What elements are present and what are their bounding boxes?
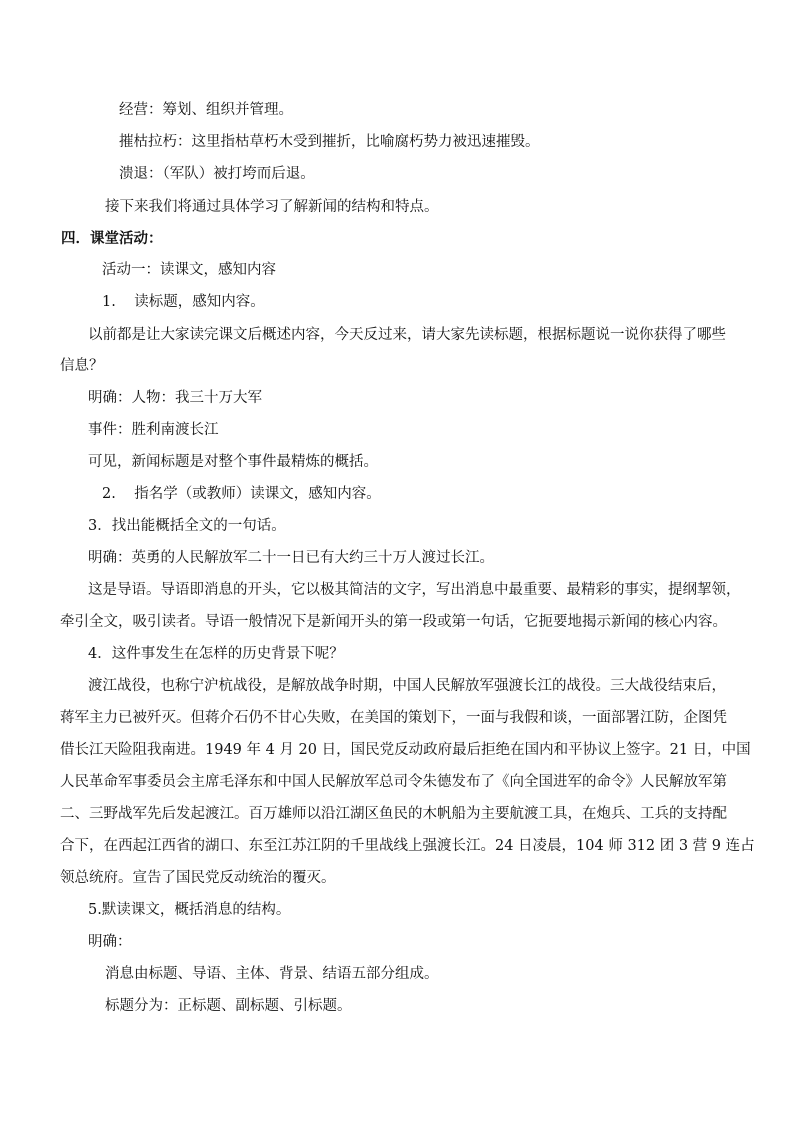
paragraph-line: 蒋军主力已被歼灭。但蒋介石仍不甘心失败，在美国的策划下，一面与我假和谈，一面部署江防，企图凭 [60,710,727,726]
paragraph-line: 渡江战役，也称宁沪杭战役，是解放战争时期，中国人民解放军强渡长江的战役。三大战役结束后， [88,678,726,694]
transition-sentence: 接下来我们将通过具体学习了解新闻的结构和特点。 [105,199,439,215]
paragraph-line: 二、三野战军先后发起渡江。百万雄师以沿江湖区鱼民的木帆船为主要航渡工具，在炮兵、工兵的支持配 [60,806,727,822]
definition-cuikulaxiu: 摧枯拉朽：这里指枯草朽木受到摧折，比喻腐朽势力被迅速摧毁。 [119,134,540,150]
paragraph-line: 牵引全文，吸引读者。导语一般情况下是新闻开头的第一段或第一句话，它扼要地揭示新闻的核心内容。 [60,614,727,630]
answer-label: 明确： [88,934,132,950]
paragraph-line: 人民革命军事委员会主席毛泽东和中国人民解放军总司令朱德发布了《向全国进军的命令》人民解放军第 [60,774,727,790]
answer-title-types: 标题分为：正标题、副标题、引标题。 [105,998,352,1014]
answer-summary: 明确：英勇的人民解放军二十一日已有大约三十万人渡过长江。 [88,550,494,566]
definition-kuitui: 溃退：（军队）被打垮而后退。 [119,166,315,182]
step-3-summary-sentence: 3．找出能概括全文的一句话。 [88,518,286,534]
paragraph-line: 借长江天险阻我南进。1949 年 4 月 20 日，国民党反动政府最后拒绝在国内和平协议上签字。21 日，中国 [60,742,751,758]
paragraph-line: 这是导语。导语即消息的开头，它以极其简洁的文字，写出消息中最重要、最精彩的事实，提纲挈领， [88,582,741,598]
definition-jingying: 经营：筹划、组织并管理。 [119,102,293,118]
answer-event: 事件：胜利南渡长江 [88,422,219,438]
activity-one-title: 活动一：读课文，感知内容 [102,262,276,278]
paragraph-line: 以前都是让大家读完课文后概述内容，今天反过来，请大家先读标题，根据标题说一说你获得了哪些 [88,327,726,343]
conclusion-line: 可见，新闻标题是对整个事件最精炼的概括。 [88,454,378,470]
answer-structure: 消息由标题、导语、主体、背景、结语五部分组成。 [105,966,439,982]
step-4-background: 4．这件事发生在怎样的历史背景下呢？ [88,646,344,662]
step-5-structure: 5.默读课文，概括消息的结构。 [88,902,291,918]
section-heading-activities: 四．课堂活动： [61,230,163,247]
paragraph-line: 领总统府。宣告了国民党反动统治的覆灭。 [60,870,336,886]
answer-characters: 明确：人物：我三十万大军 [88,390,262,406]
paragraph-line: 信息？ [60,358,104,374]
step-1-read-title: 1. 读标题，感知内容。 [102,294,265,310]
paragraph-line: 合下，在西起江西省的湖口、东至江苏江阴的千里战线上强渡长江。24 日凌晨，104 师 312 团 3 营 9 连占 [60,838,755,854]
step-2-read-text: 2. 指名学（或教师）读课文，感知内容。 [102,486,381,502]
